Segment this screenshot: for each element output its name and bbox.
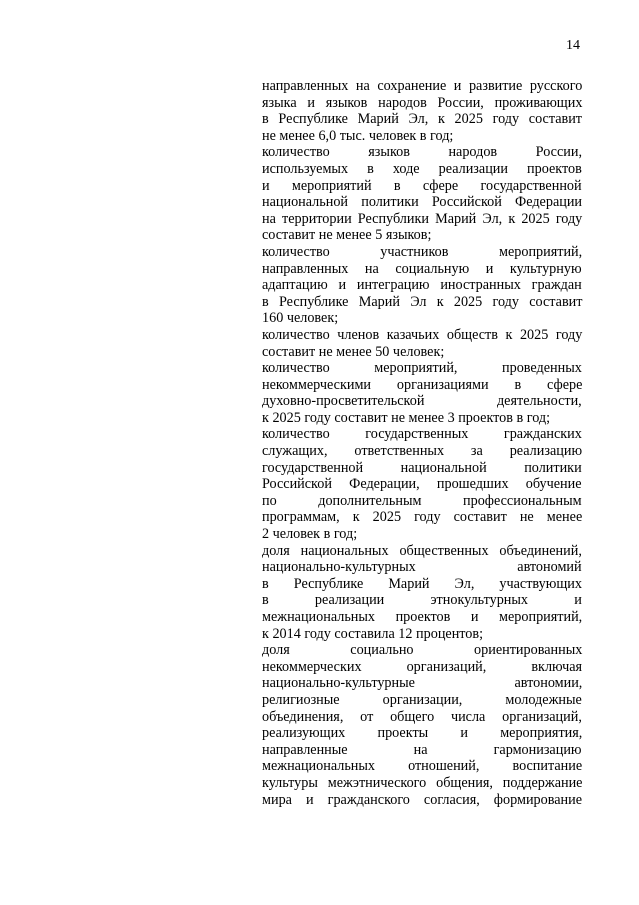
text-line: национально-культурных автономий [262, 559, 582, 576]
text-line: 2 человек в год; [262, 526, 358, 543]
page-number: 14 [566, 38, 580, 53]
text-line: количество мероприятий, проведенных [262, 360, 582, 377]
text-line: языка и языков народов России, проживающих [262, 94, 583, 111]
body-text [262, 78, 582, 808]
text-line: на территории Республики Марий Эл, к 2025 году [262, 210, 583, 227]
text-line: в Республике Марий Эл, к 2025 году составит [262, 111, 582, 128]
text-line: количество языков народов России, [262, 144, 582, 161]
text-line: адаптацию и интеграцию иностранных граждан [262, 277, 582, 294]
text-line: составит не менее 5 языков; [262, 227, 432, 244]
text-line: количество государственных гражданских [262, 426, 582, 443]
text-line: межнациональных проектов и мероприятий, [262, 609, 583, 625]
text-line: религиозные организации, молодежные [262, 691, 582, 708]
text-line: составит не менее 50 человек; [262, 343, 445, 360]
text-line: в Республике Марий Эл к 2025 году составит [262, 293, 583, 310]
text-line: к 2014 году составила 12 процентов; [262, 625, 484, 642]
text-line: объединения, от общего числа организаций, [262, 708, 582, 725]
text-line: реализующих проекты и мероприятия, [262, 725, 583, 742]
text-line: государственной национальной политики [262, 459, 582, 476]
text-line: в Республике Марий Эл, участвующих [262, 575, 582, 592]
text-line: и мероприятий в сфере государственной [262, 177, 582, 194]
text-line: мира и гражданского согласия, формирование [262, 791, 583, 808]
text-line: в реализации этнокультурных и [262, 592, 582, 609]
text-line: программам, к 2025 году составит не менее [262, 509, 583, 526]
text-line: количество участников мероприятий, [262, 243, 583, 260]
text-line: национальной политики Российской Федерации [262, 194, 583, 211]
text-line: к 2025 году составит не менее 3 проектов в год; [262, 409, 551, 426]
text-line: некоммерческих организаций, включая [262, 658, 583, 675]
text-line: 160 человек; [262, 310, 339, 327]
text-line: служащих, ответственных за реализацию [262, 443, 583, 460]
text-line: духовно-просветительской деятельности, [262, 393, 582, 410]
text-line: не менее 6,0 тыс. человек в год; [262, 127, 454, 144]
text-line: направленных на социальную и культурную [262, 260, 582, 277]
text-line: межнациональных отношений, воспитание [262, 758, 583, 775]
text-line: национально-культурные автономии, [262, 675, 583, 692]
text-line: некоммерческими организациями в сфере [262, 376, 583, 393]
text-line: Российской Федерации, прошедших обучение [262, 476, 582, 493]
text-line: доля национальных общественных объединений, [262, 542, 582, 559]
text-line: доля социально ориентированных [262, 642, 583, 659]
text-line: культуры межэтнического общения, поддержание [262, 774, 583, 791]
text-line: направленных на сохранение и развитие русского [262, 78, 583, 94]
text-line: используемых в ходе реализации проектов [262, 160, 582, 177]
text-line: направленные на гармонизацию [262, 741, 582, 758]
text-line: по дополнительным профессиональным [262, 492, 582, 509]
text-line: количество членов казачьих обществ к 2025 году [262, 326, 583, 343]
